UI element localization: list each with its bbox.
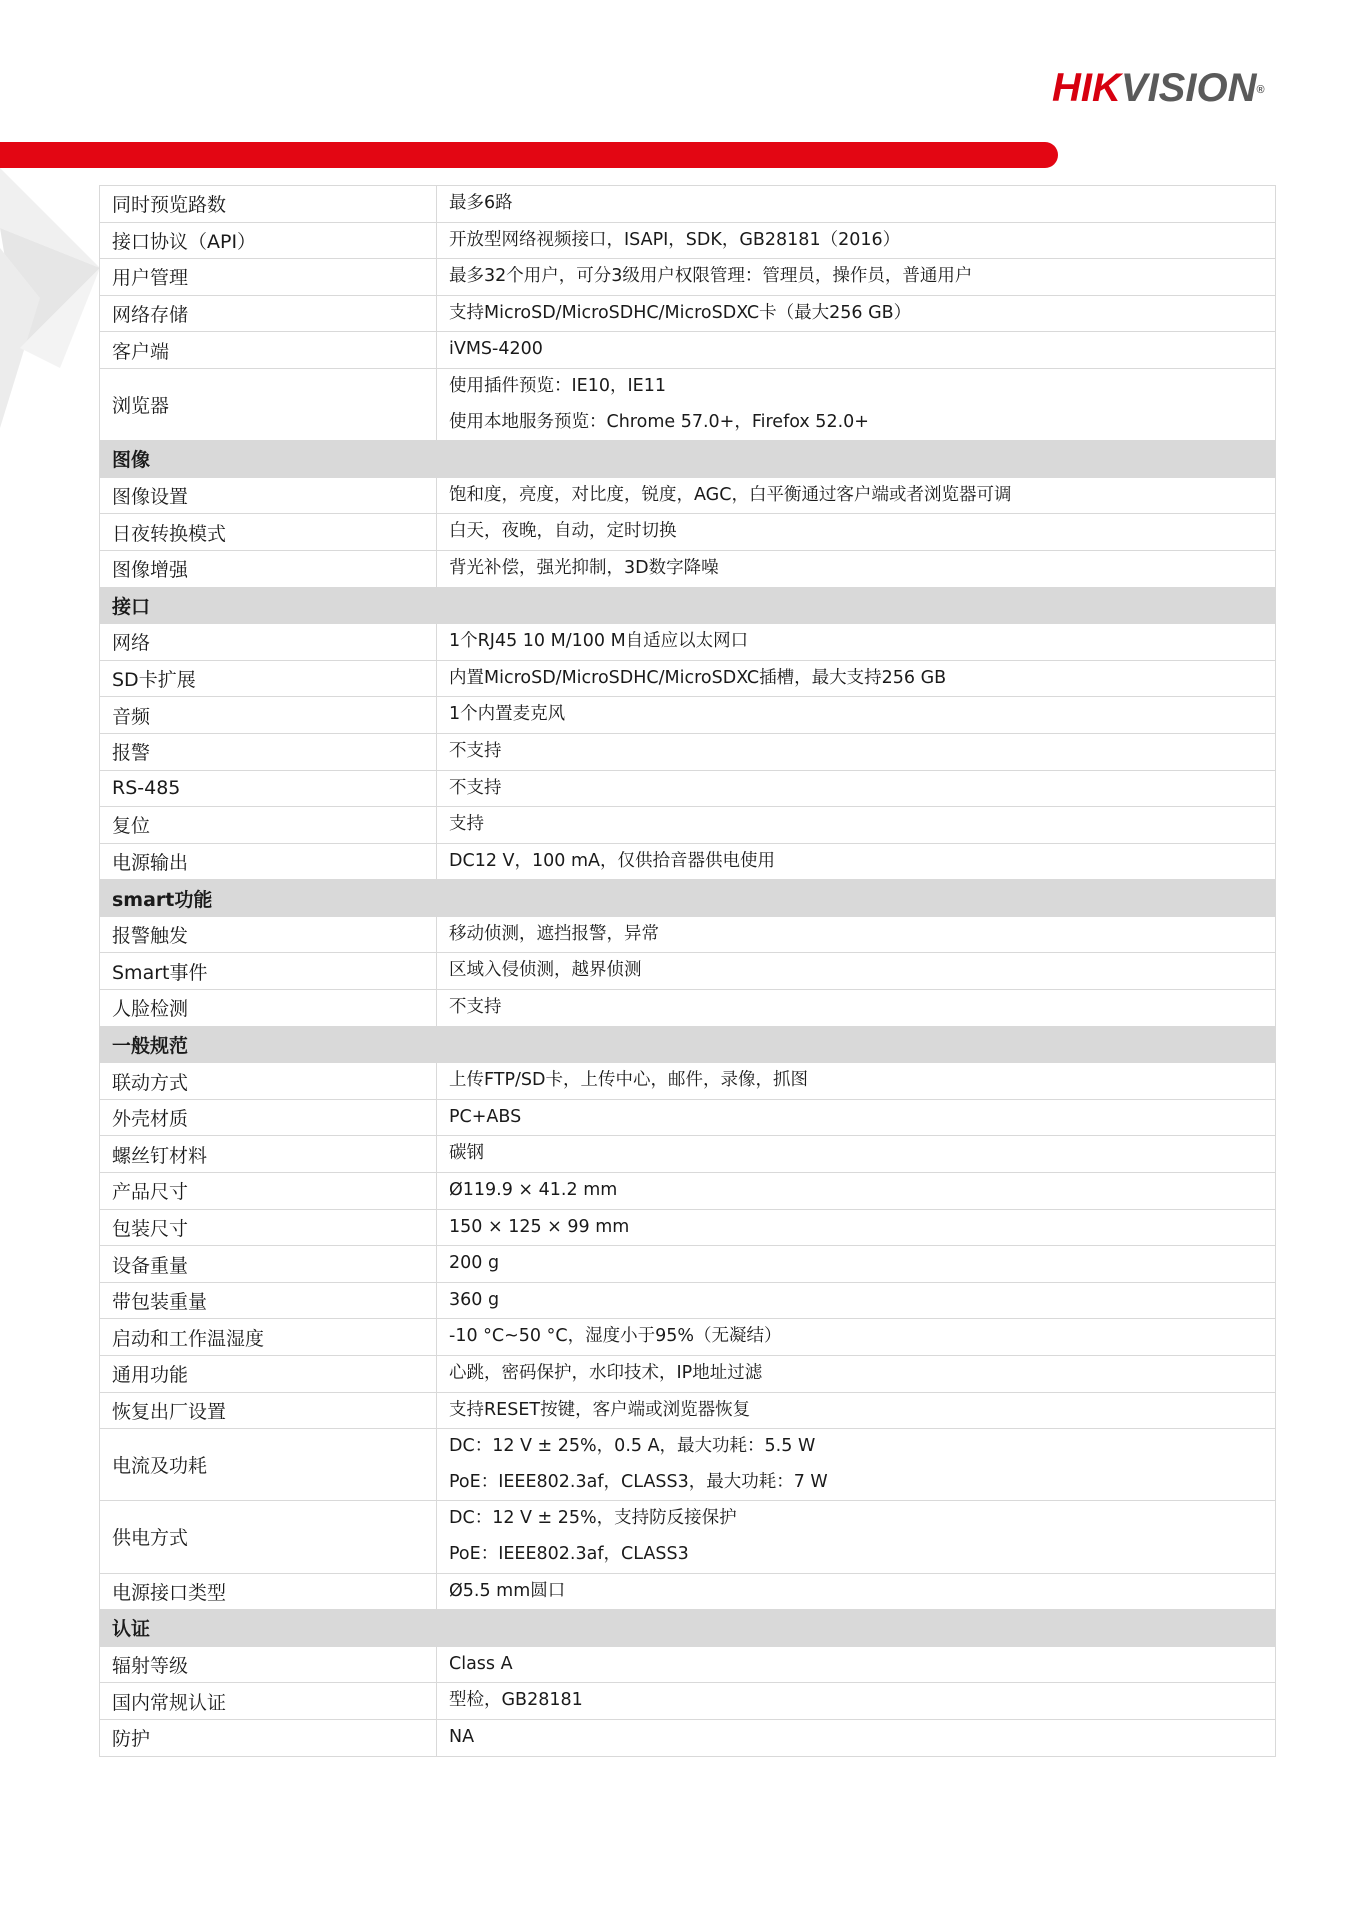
section-header-row bbox=[100, 441, 1276, 478]
section-header-row bbox=[100, 880, 1276, 917]
spec-row bbox=[100, 807, 1276, 844]
spec-value bbox=[437, 1209, 1276, 1246]
spec-value bbox=[437, 733, 1276, 770]
spec-value bbox=[437, 1246, 1276, 1283]
spec-label: 接口协议（API） bbox=[100, 222, 437, 259]
spec-value bbox=[437, 259, 1276, 296]
spec-value bbox=[437, 1282, 1276, 1319]
spec-value-line: 支持RESET按键，客户端或浏览器恢复 bbox=[449, 1399, 751, 1420]
spec-value bbox=[437, 222, 1276, 259]
spec-label: 日夜转换模式 bbox=[100, 514, 437, 551]
registered-mark: ® bbox=[1256, 84, 1265, 96]
spec-label: 网络存储 bbox=[100, 295, 437, 332]
spec-label: 包装尺寸 bbox=[100, 1209, 437, 1246]
spec-value-line: 白天，夜晚，自动，定时切换 bbox=[449, 521, 677, 542]
spec-label: 外壳材质 bbox=[100, 1099, 437, 1136]
spec-value-line: Class A bbox=[449, 1653, 513, 1674]
spec-value-line: 最多32个用户，可分3级用户权限管理：管理员，操作员，普通用户 bbox=[449, 266, 973, 287]
spec-value-line: 开放型网络视频接口，ISAPI，SDK，GB28181（2016） bbox=[449, 229, 901, 250]
spec-row bbox=[100, 332, 1276, 369]
spec-value bbox=[437, 1646, 1276, 1683]
spec-value bbox=[437, 1173, 1276, 1210]
spec-value-line: 360 g bbox=[449, 1289, 500, 1310]
spec-row bbox=[100, 1246, 1276, 1283]
section-title: 图像 bbox=[100, 441, 1276, 478]
spec-value-line: 心跳，密码保护，水印技术，IP地址过滤 bbox=[449, 1363, 763, 1383]
spec-label: 网络 bbox=[100, 624, 437, 661]
spec-label: 联动方式 bbox=[100, 1063, 437, 1100]
spec-label: 带包装重量 bbox=[100, 1282, 437, 1319]
spec-label: SD卡扩展 bbox=[100, 660, 437, 697]
spec-row bbox=[100, 770, 1276, 807]
spec-value bbox=[437, 697, 1276, 734]
spec-value bbox=[437, 1319, 1276, 1356]
spec-value-line: DC12 V，100 mA，仅供拾音器供电使用 bbox=[449, 850, 775, 871]
spec-row bbox=[100, 916, 1276, 953]
spec-row bbox=[100, 295, 1276, 332]
section-title: 一般规范 bbox=[100, 1026, 1276, 1063]
logo-text-vision: VISION bbox=[1120, 66, 1257, 110]
spec-row bbox=[100, 477, 1276, 514]
spec-value bbox=[437, 514, 1276, 551]
spec-value-line: 1个RJ45 10 M/100 M自适应以太网口 bbox=[449, 631, 749, 652]
spec-value-line: NA bbox=[449, 1726, 475, 1747]
section-title: 接口 bbox=[100, 587, 1276, 624]
spec-value-line: 200 g bbox=[449, 1253, 500, 1274]
spec-value-line: 不支持 bbox=[449, 777, 502, 798]
header-red-bar bbox=[0, 142, 1058, 168]
spec-value bbox=[437, 660, 1276, 697]
section-header-row bbox=[100, 587, 1276, 624]
logo-text-hik: HIK bbox=[1052, 66, 1121, 110]
spec-value-line: PoE：IEEE802.3af，CLASS3，最大功耗：7 W bbox=[449, 1471, 828, 1492]
spec-value-line: DC：12 V ± 25%，0.5 A，最大功耗：5.5 W bbox=[449, 1436, 816, 1457]
spec-row bbox=[100, 1429, 1276, 1501]
spec-value bbox=[437, 843, 1276, 880]
spec-value-line: -10 °C~50 °C，湿度小于95%（无凝结） bbox=[449, 1326, 782, 1347]
spec-label: 电源输出 bbox=[100, 843, 437, 880]
spec-value bbox=[437, 368, 1276, 440]
spec-value bbox=[437, 1501, 1276, 1573]
spec-row bbox=[100, 733, 1276, 770]
spec-value-line: 支持MicroSD/MicroSDHC/MicroSDXC卡（最大256 GB） bbox=[449, 302, 912, 323]
spec-row bbox=[100, 1573, 1276, 1610]
spec-label: 客户端 bbox=[100, 332, 437, 369]
spec-value bbox=[437, 1356, 1276, 1393]
spec-row bbox=[100, 550, 1276, 587]
spec-row bbox=[100, 1136, 1276, 1173]
spec-value-line: 内置MicroSD/MicroSDHC/MicroSDXC插槽，最大支持256 GB bbox=[449, 667, 947, 688]
spec-row bbox=[100, 1173, 1276, 1210]
spec-value-line: Ø5.5 mm圆口 bbox=[449, 1580, 566, 1601]
spec-value-line: iVMS-4200 bbox=[449, 339, 543, 360]
spec-value-line: 碳钢 bbox=[449, 1143, 484, 1164]
spec-value-line: 型检，GB28181 bbox=[449, 1690, 583, 1711]
spec-value bbox=[437, 186, 1276, 223]
spec-label: 报警触发 bbox=[100, 916, 437, 953]
spec-value bbox=[437, 550, 1276, 587]
spec-label: 产品尺寸 bbox=[100, 1173, 437, 1210]
spec-value-line: 移动侦测，遮挡报警，异常 bbox=[449, 923, 659, 944]
spec-label: 启动和工作温湿度 bbox=[100, 1319, 437, 1356]
spec-value bbox=[437, 295, 1276, 332]
spec-value bbox=[437, 1063, 1276, 1100]
spec-label: 国内常规认证 bbox=[100, 1683, 437, 1720]
spec-value-line: 背光补偿，强光抑制，3D数字降噪 bbox=[449, 557, 719, 578]
section-header-row bbox=[100, 1026, 1276, 1063]
spec-value bbox=[437, 1136, 1276, 1173]
spec-row bbox=[100, 1282, 1276, 1319]
spec-label: 图像设置 bbox=[100, 477, 437, 514]
spec-value-line: 不支持 bbox=[449, 740, 502, 761]
spec-row bbox=[100, 1209, 1276, 1246]
spec-value bbox=[437, 624, 1276, 661]
spec-label: 辐射等级 bbox=[100, 1646, 437, 1683]
spec-value-line: 使用本地服务预览：Chrome 57.0+，Firefox 52.0+ bbox=[449, 411, 869, 432]
spec-label: 图像增强 bbox=[100, 550, 437, 587]
spec-value bbox=[437, 953, 1276, 990]
spec-row bbox=[100, 514, 1276, 551]
spec-value bbox=[437, 770, 1276, 807]
brand-logo bbox=[1052, 64, 1265, 112]
spec-value bbox=[437, 916, 1276, 953]
spec-value bbox=[437, 332, 1276, 369]
spec-value bbox=[437, 1429, 1276, 1501]
spec-row bbox=[100, 1646, 1276, 1683]
spec-row bbox=[100, 1501, 1276, 1573]
spec-value-line: 上传FTP/SD卡，上传中心，邮件，录像，抓图 bbox=[449, 1070, 808, 1091]
section-title: 认证 bbox=[100, 1610, 1276, 1647]
spec-row bbox=[100, 368, 1276, 440]
spec-value bbox=[437, 1683, 1276, 1720]
spec-label: 用户管理 bbox=[100, 259, 437, 296]
spec-label: 复位 bbox=[100, 807, 437, 844]
spec-value-line: PC+ABS bbox=[449, 1106, 522, 1127]
spec-value bbox=[437, 1392, 1276, 1429]
spec-value-line: 饱和度，亮度，对比度，锐度，AGC，白平衡通过客户端或者浏览器可调 bbox=[449, 484, 1012, 505]
spec-row bbox=[100, 1392, 1276, 1429]
spec-value-line: Ø119.9 × 41.2 mm bbox=[449, 1180, 618, 1201]
spec-row bbox=[100, 222, 1276, 259]
spec-row bbox=[100, 990, 1276, 1027]
spec-label: 电源接口类型 bbox=[100, 1573, 437, 1610]
spec-table bbox=[99, 185, 1276, 1757]
spec-label: 防护 bbox=[100, 1719, 437, 1756]
spec-value bbox=[437, 807, 1276, 844]
spec-row bbox=[100, 660, 1276, 697]
spec-row bbox=[100, 1063, 1276, 1100]
spec-row bbox=[100, 259, 1276, 296]
spec-value bbox=[437, 1719, 1276, 1756]
section-title: smart功能 bbox=[100, 880, 1276, 917]
spec-label: 电流及功耗 bbox=[100, 1429, 437, 1501]
spec-row bbox=[100, 1719, 1276, 1756]
decorative-shard-graphic bbox=[0, 168, 110, 448]
spec-label: 浏览器 bbox=[100, 368, 437, 440]
spec-row bbox=[100, 1099, 1276, 1136]
spec-label: 螺丝钉材料 bbox=[100, 1136, 437, 1173]
spec-label: 供电方式 bbox=[100, 1501, 437, 1573]
spec-value-line: 支持 bbox=[449, 814, 484, 835]
spec-value bbox=[437, 477, 1276, 514]
spec-value-line: PoE：IEEE802.3af，CLASS3 bbox=[449, 1543, 689, 1564]
spec-label: 通用功能 bbox=[100, 1356, 437, 1393]
spec-label: Smart事件 bbox=[100, 953, 437, 990]
spec-label: 恢复出厂设置 bbox=[100, 1392, 437, 1429]
spec-row bbox=[100, 843, 1276, 880]
spec-row bbox=[100, 624, 1276, 661]
spec-value-line: 不支持 bbox=[449, 997, 502, 1018]
spec-value bbox=[437, 1099, 1276, 1136]
spec-value-line: DC：12 V ± 25%，支持防反接保护 bbox=[449, 1508, 737, 1529]
spec-value-line: 区域入侵侦测，越界侦测 bbox=[449, 960, 642, 981]
spec-value bbox=[437, 990, 1276, 1027]
spec-value-line: 1个内置麦克风 bbox=[449, 704, 566, 725]
spec-row bbox=[100, 186, 1276, 223]
spec-label: 同时预览路数 bbox=[100, 186, 437, 223]
spec-value-line: 使用插件预览：IE10，IE11 bbox=[449, 375, 666, 396]
spec-row bbox=[100, 697, 1276, 734]
spec-label: 设备重量 bbox=[100, 1246, 437, 1283]
spec-row bbox=[100, 1356, 1276, 1393]
spec-label: 报警 bbox=[100, 733, 437, 770]
spec-value bbox=[437, 1573, 1276, 1610]
spec-label: 音频 bbox=[100, 697, 437, 734]
spec-value-line: 150 × 125 × 99 mm bbox=[449, 1216, 630, 1237]
spec-label: 人脸检测 bbox=[100, 990, 437, 1027]
spec-row bbox=[100, 1683, 1276, 1720]
spec-label: RS-485 bbox=[100, 770, 437, 807]
spec-row bbox=[100, 1319, 1276, 1356]
section-header-row bbox=[100, 1610, 1276, 1647]
spec-value-line: 最多6路 bbox=[449, 193, 513, 213]
spec-row bbox=[100, 953, 1276, 990]
